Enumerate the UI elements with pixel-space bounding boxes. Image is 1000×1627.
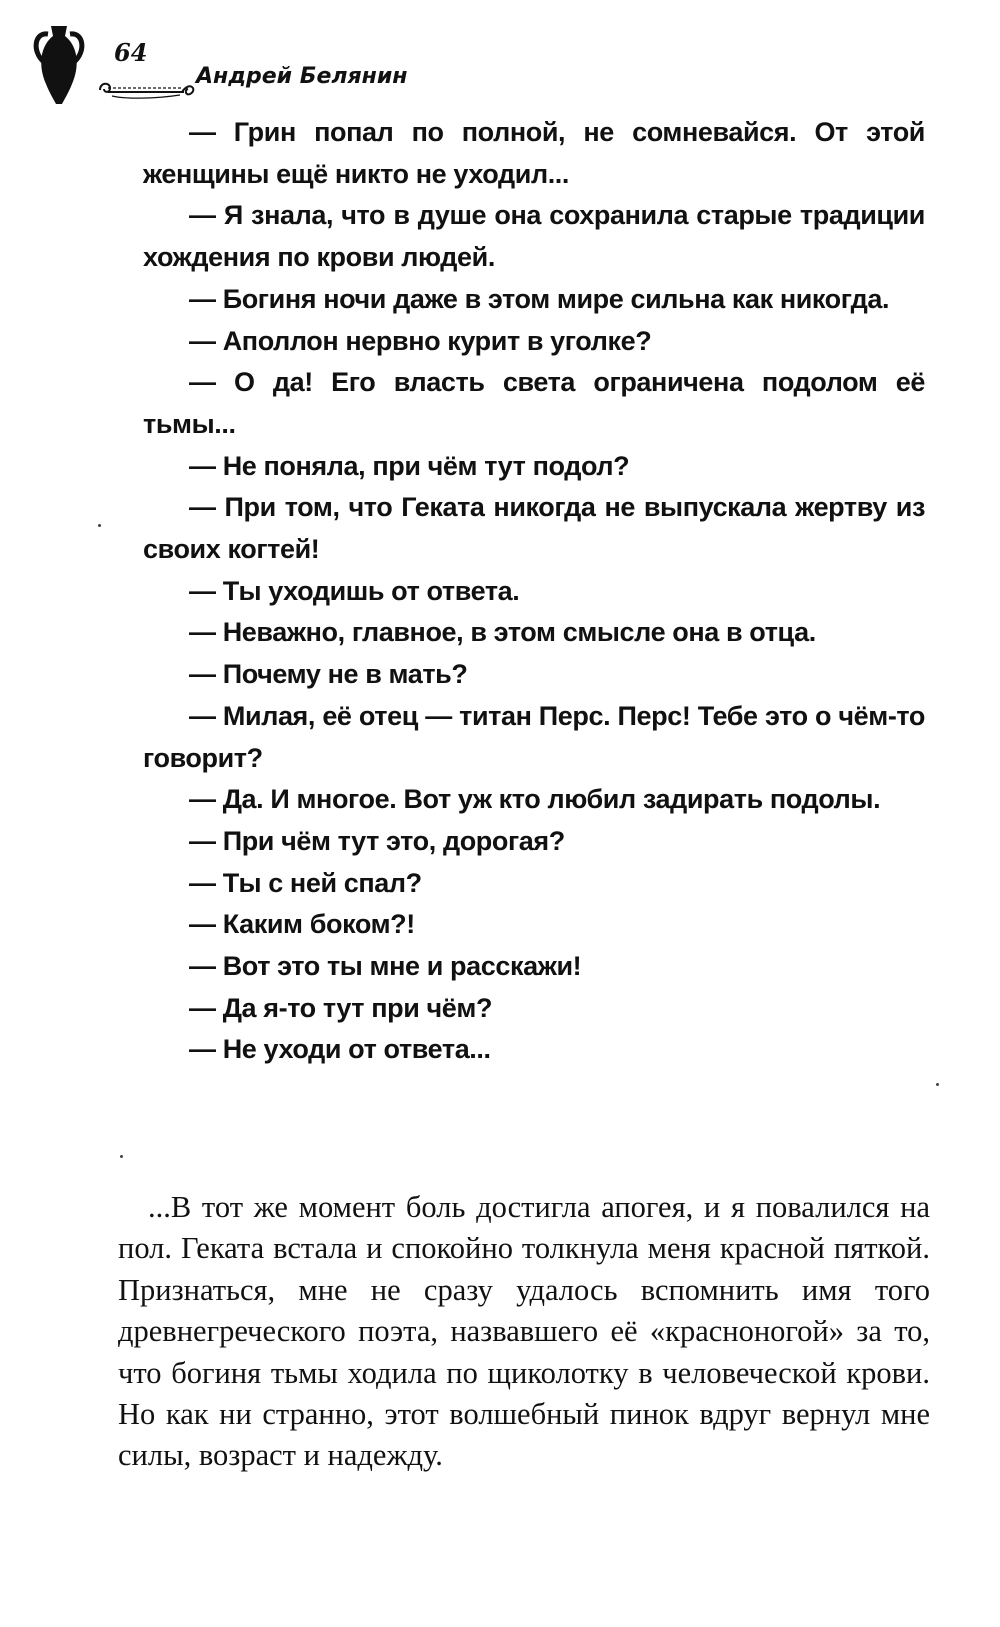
dialogue-line: — Да я-то тут при чём? — [189, 992, 493, 1023]
dialogue-block — [143, 112, 925, 1071]
print-speck — [98, 524, 101, 527]
dialogue-line: — Богиня ночи даже в этом мире сильна как никогда. — [189, 283, 890, 314]
dialogue-line: — Вот это ты мне и расскажи! — [189, 951, 582, 982]
dialogue-line: — Да. И многое. Вот уж кто любил задирать подолы. — [189, 784, 881, 815]
running-header — [30, 22, 450, 112]
dialogue-line: — Милая, её отец — титан Перс. Перс! Тебе это о чём-то говорит? — [143, 700, 925, 773]
dialogue-line: — Я знала, что в душе она сохранила старые традиции хождения по крови людей. — [143, 200, 925, 273]
dialogue-line: — Почему не в мать? — [189, 659, 468, 690]
dialogue-line: — Аполлон нервно курит в уголке? — [189, 325, 652, 356]
dialogue-line: — Неважно, главное, в этом смысле она в отца. — [189, 617, 816, 648]
page-number: 64 — [114, 38, 148, 67]
dialogue-line: — О да! Его власть света ограничена подолом её тьмы... — [143, 367, 925, 439]
dialogue-line: — Ты с ней спал? — [189, 867, 422, 898]
dialogue-line: — При чём тут это, дорогая? — [189, 825, 565, 856]
dialogue-line: — Ты уходишь от ответа. — [189, 575, 520, 606]
dialogue-line: — Не поняла, при чём тут подол? — [189, 450, 630, 481]
narrative-block — [118, 1187, 930, 1477]
dialogue-line: — Грин попал по полной, не сомневайся. От этой женщины ещё никто не уходил... — [143, 117, 925, 189]
print-speck — [936, 1083, 939, 1086]
narrative-paragraph: ...В тот же момент боль достигла апогея, и я повалился на пол. Геката встала и спокойно толкнула меня красной пяткой. Признаться, мне не сразу удалось вспомнить имя того древнегреческого поэта, назвавшего её «красноногой» за то, что богиня тьмы ходила по щиколотку в человеческой крови. Но как ни странно, этот волшебный пинок вдруг вернул мне силы, возраст и надежду. — [118, 1190, 930, 1473]
dialogue-line: — При том, что Геката никогда не выпускала жертву из своих когтей! — [143, 492, 925, 565]
amphora-icon — [30, 22, 88, 106]
running-title: Андрей Белянин — [196, 64, 408, 89]
dialogue-line: — Каким боком?! — [189, 909, 415, 940]
scroll-ornament — [94, 74, 198, 100]
dialogue-line: — Не уходи от ответа... — [189, 1034, 491, 1065]
print-speck — [120, 1155, 123, 1158]
